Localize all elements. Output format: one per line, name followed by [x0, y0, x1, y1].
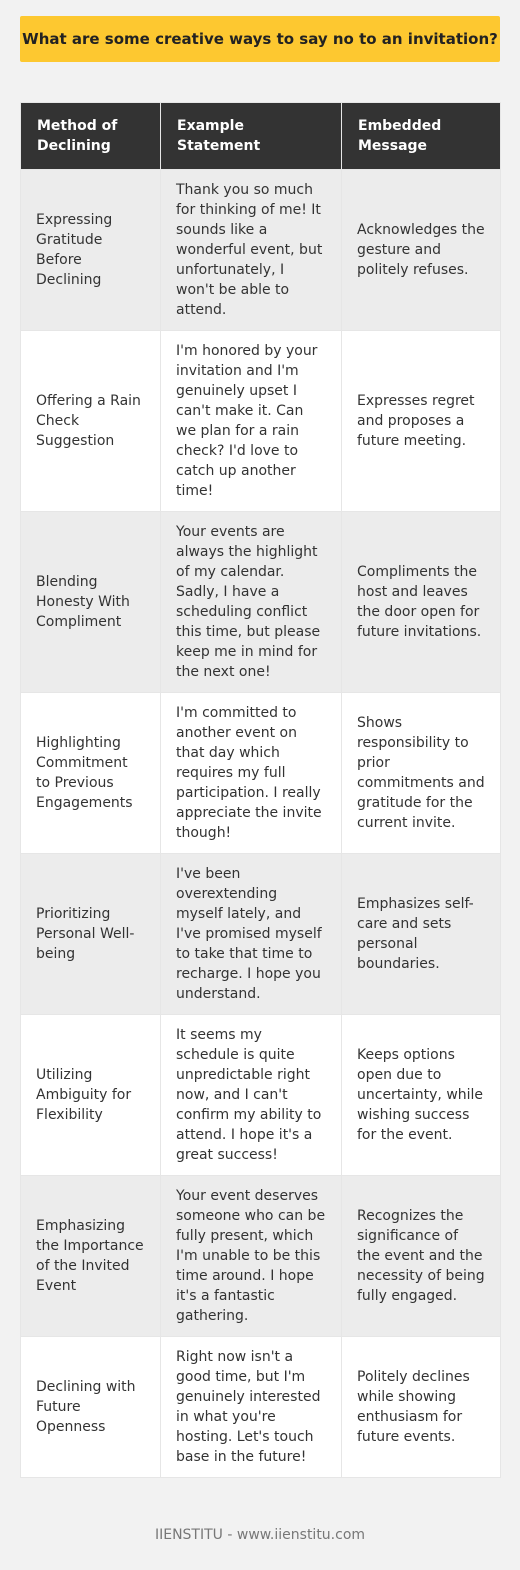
method-cell: Prioritizing Personal Well-being	[21, 854, 161, 1015]
example-cell: I'm committed to another event on that day which requires my full participation. I really appreciate the invite though!	[161, 693, 342, 854]
table-row	[21, 1176, 501, 1337]
example-cell: I'm honored by your invitation and I'm genuinely upset I can't make it. Can we plan for a rain check? I'd love to catch up another time!	[161, 331, 342, 512]
message-cell: Recognizes the significance of the event and the necessity of being fully engaged.	[342, 1176, 501, 1337]
table-row	[21, 512, 501, 693]
header-example: Example Statement	[161, 103, 342, 170]
example-cell: It seems my schedule is quite unpredictable right now, and I can't confirm my ability to attend. I hope it's a great success!	[161, 1015, 342, 1176]
method-cell: Declining with Future Openness	[21, 1337, 161, 1478]
table-row	[21, 331, 501, 512]
method-cell: Highlighting Commitment to Previous Engagements	[21, 693, 161, 854]
table-row	[21, 1337, 501, 1478]
table-header-row	[21, 103, 501, 170]
page-title: What are some creative ways to say no to an invitation?	[22, 30, 498, 48]
footer-credit: IIENSTITU - www.iienstitu.com	[154, 1527, 366, 1543]
method-cell: Utilizing Ambiguity for Flexibility	[21, 1015, 161, 1176]
method-cell: Expressing Gratitude Before Declining	[21, 170, 161, 331]
method-cell: Offering a Rain Check Suggestion	[21, 331, 161, 512]
example-cell: Your event deserves someone who can be fully present, which I'm unable to be this time around. I hope it's a fantastic gathering.	[161, 1176, 342, 1337]
table-row	[21, 1015, 501, 1176]
header-method: Method of Declining	[21, 103, 161, 170]
table-row	[21, 854, 501, 1015]
method-cell: Emphasizing the Importance of the Invited Event	[21, 1176, 161, 1337]
example-cell: Thank you so much for thinking of me! It sounds like a wonderful event, but unfortunately, I won't be able to attend.	[161, 170, 342, 331]
message-cell: Politely declines while showing enthusiasm for future events.	[342, 1337, 501, 1478]
example-cell: Right now isn't a good time, but I'm genuinely interested in what you're hosting. Let's touch base in the future!	[161, 1337, 342, 1478]
message-cell: Emphasizes self-care and sets personal boundaries.	[342, 854, 501, 1015]
table-row	[21, 693, 501, 854]
example-cell: I've been overextending myself lately, and I've promised myself to take that time to recharge. I hope you understand.	[161, 854, 342, 1015]
method-cell: Blending Honesty With Compliment	[21, 512, 161, 693]
title-banner	[20, 16, 500, 62]
message-cell: Compliments the host and leaves the door open for future invitations.	[342, 512, 501, 693]
message-cell: Expresses regret and proposes a future meeting.	[342, 331, 501, 512]
declining-methods-table	[20, 102, 501, 1478]
message-cell: Shows responsibility to prior commitments and gratitude for the current invite.	[342, 693, 501, 854]
message-cell: Keeps options open due to uncertainty, while wishing success for the event.	[342, 1015, 501, 1176]
message-cell: Acknowledges the gesture and politely refuses.	[342, 170, 501, 331]
example-cell: Your events are always the highlight of my calendar. Sadly, I have a scheduling conflict this time, but please keep me in mind for the next one!	[161, 512, 342, 693]
table-row	[21, 170, 501, 331]
header-message: Embedded Message	[342, 103, 501, 170]
